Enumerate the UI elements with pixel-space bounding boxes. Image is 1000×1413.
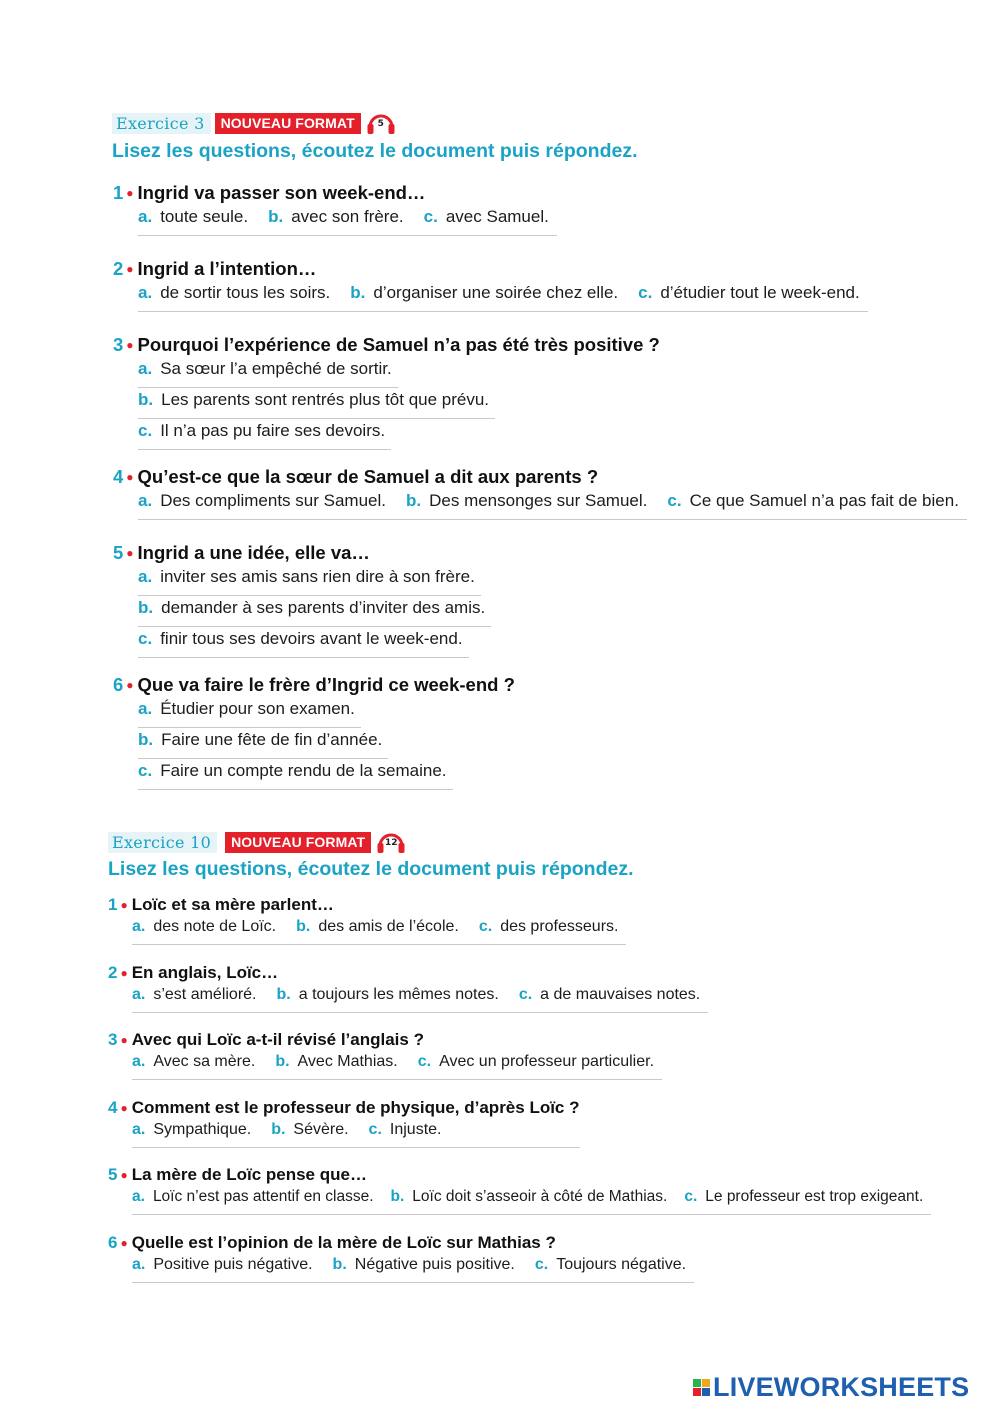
option-letter: c. — [478, 918, 493, 935]
option-b[interactable] — [275, 1053, 397, 1071]
option-c[interactable] — [667, 491, 959, 511]
option-text: Faire une fête de fin d’année. — [161, 730, 383, 749]
question-item — [108, 892, 626, 945]
question-number: 4 — [113, 466, 124, 487]
exercise-label: Exercice 10 — [108, 832, 217, 853]
option-c[interactable] — [138, 761, 453, 790]
option-text: Loïc doit s’asseoir à côté de Mathias. — [412, 1188, 668, 1205]
headphones-audio-icon[interactable] — [376, 829, 406, 855]
option-text: Des compliments sur Samuel. — [160, 491, 386, 510]
option-a[interactable] — [138, 491, 386, 511]
option-letter: c. — [684, 1188, 698, 1205]
question-text: Qu’est-ce que la sœur de Samuel a dit aux parents ? — [137, 466, 599, 487]
option-text: des amis de l’école. — [318, 918, 459, 935]
answer-options — [132, 1053, 662, 1080]
option-letter: b. — [271, 1121, 286, 1138]
bullet-dot-icon: ● — [126, 678, 134, 692]
option-c[interactable] — [424, 207, 549, 227]
option-b[interactable] — [406, 491, 647, 511]
option-a[interactable] — [138, 699, 361, 728]
question-title — [108, 892, 626, 918]
option-text: avec Samuel. — [445, 207, 549, 226]
option-c[interactable] — [519, 986, 700, 1004]
question-number: 3 — [113, 334, 124, 355]
exercise-3-header — [112, 111, 396, 135]
option-letter: a. — [132, 1256, 146, 1273]
option-b[interactable] — [138, 390, 495, 419]
option-text: Sévère. — [293, 1121, 349, 1138]
option-b[interactable] — [350, 283, 618, 303]
option-letter: c. — [423, 207, 438, 226]
option-c[interactable] — [638, 283, 860, 303]
question-title — [113, 671, 515, 699]
question-number: 6 — [108, 1233, 118, 1252]
question-item — [108, 1027, 662, 1080]
bullet-dot-icon: ● — [120, 1033, 128, 1047]
option-letter: c. — [138, 629, 153, 648]
option-text: Injuste. — [389, 1121, 442, 1138]
logo-text: LIVEWORKSHEETS — [713, 1372, 970, 1402]
option-letter: b. — [138, 730, 154, 749]
option-text: Sa sœur l’a empêché de sortir. — [160, 359, 392, 378]
question-number: 5 — [113, 542, 124, 563]
option-letter: c. — [667, 491, 682, 510]
question-text: Ingrid va passer son week-end… — [137, 182, 426, 203]
option-text: Positive puis négative. — [153, 1256, 313, 1273]
option-letter: c. — [368, 1121, 382, 1138]
question-text: Quelle est l’opinion de la mère de Loïc sur Mathias ? — [131, 1233, 556, 1252]
option-b[interactable] — [268, 207, 404, 227]
question-text: Pourquoi l’expérience de Samuel n’a pas été très positive ? — [137, 334, 660, 355]
question-text: Ingrid a l’intention… — [137, 258, 317, 279]
question-number: 5 — [108, 1165, 118, 1184]
option-text: Les parents sont rentrés plus tôt que prévu. — [161, 390, 490, 409]
question-title — [113, 463, 967, 491]
option-letter: c. — [417, 1053, 432, 1070]
question-item — [108, 960, 708, 1013]
format-badge: NOUVEAU FORMAT — [225, 832, 371, 853]
question-number: 1 — [113, 182, 124, 203]
option-c[interactable] — [535, 1256, 686, 1274]
bullet-dot-icon: ● — [126, 186, 134, 200]
question-number: 3 — [108, 1030, 118, 1049]
answer-options — [138, 359, 660, 450]
bullet-dot-icon: ● — [120, 1236, 128, 1250]
option-text: avec son frère. — [291, 207, 404, 226]
option-c[interactable] — [369, 1121, 442, 1139]
question-item — [113, 671, 515, 792]
option-b[interactable] — [391, 1188, 668, 1206]
bullet-dot-icon: ● — [120, 898, 128, 912]
option-a[interactable] — [132, 1121, 251, 1139]
option-a[interactable] — [132, 986, 257, 1004]
answer-options — [132, 986, 708, 1013]
question-text: Avec qui Loïc a-t-il révisé l’anglais ? — [131, 1030, 424, 1049]
answer-options — [132, 1188, 931, 1215]
question-number: 2 — [113, 258, 124, 279]
option-letter: b. — [268, 207, 284, 226]
question-number: 6 — [113, 674, 124, 695]
question-title — [108, 1230, 694, 1256]
bullet-dot-icon: ● — [126, 262, 134, 276]
question-item — [108, 1095, 580, 1148]
option-c[interactable] — [418, 1053, 654, 1071]
answer-options — [132, 1256, 694, 1283]
option-letter: b. — [332, 1256, 347, 1273]
option-text: demander à ses parents d’inviter des amis. — [161, 598, 486, 617]
option-letter: a. — [138, 207, 153, 226]
question-text: Comment est le professeur de physique, d’après Loïc ? — [131, 1098, 580, 1117]
option-text: Étudier pour son examen. — [160, 699, 355, 718]
bullet-dot-icon: ● — [126, 338, 134, 352]
bullet-dot-icon: ● — [120, 966, 128, 980]
option-b[interactable] — [333, 1256, 515, 1274]
answer-options — [132, 918, 626, 945]
answer-options — [138, 491, 967, 520]
answer-options — [132, 1121, 580, 1148]
option-a[interactable] — [132, 1188, 374, 1206]
option-letter: a. — [138, 567, 153, 586]
option-b[interactable] — [277, 986, 499, 1004]
answer-options — [138, 567, 491, 658]
question-item — [113, 255, 868, 312]
option-text: Négative puis positive. — [354, 1256, 515, 1273]
option-text: inviter ses amis sans rien dire à son frère. — [160, 567, 475, 586]
option-text: Le professeur est trop exigeant. — [705, 1188, 924, 1205]
option-c[interactable] — [138, 629, 469, 658]
question-text: Ingrid a une idée, elle va… — [137, 542, 370, 563]
logo-grid-icon — [693, 1379, 710, 1396]
question-title — [108, 1027, 662, 1053]
option-text: a toujours les mêmes notes. — [298, 986, 499, 1003]
option-letter: b. — [350, 283, 366, 302]
option-text: d’organiser une soirée chez elle. — [373, 283, 619, 302]
option-c[interactable] — [138, 421, 391, 450]
option-letter: b. — [275, 1053, 290, 1070]
option-letter: b. — [138, 598, 154, 617]
option-letter: c. — [638, 283, 653, 302]
option-letter: a. — [138, 283, 153, 302]
question-title — [113, 179, 557, 207]
option-text: s’est amélioré. — [153, 986, 257, 1003]
question-title — [108, 1095, 580, 1121]
option-letter: a. — [132, 1188, 145, 1205]
option-text: Avec sa mère. — [153, 1053, 256, 1070]
option-text: de sortir tous les soirs. — [160, 283, 331, 302]
question-title — [113, 331, 660, 359]
answer-options — [138, 283, 868, 312]
option-text: des note de Loïc. — [153, 918, 277, 935]
option-text: Loïc n’est pas attentif en classe. — [152, 1188, 374, 1205]
option-letter: a. — [132, 918, 146, 935]
question-item — [108, 1230, 694, 1283]
option-letter: b. — [390, 1188, 405, 1205]
option-text: Il n’a pas pu faire ses devoirs. — [160, 421, 386, 440]
format-badge: NOUVEAU FORMAT — [215, 113, 361, 134]
headphones-audio-icon[interactable] — [366, 110, 396, 136]
option-b[interactable] — [271, 1121, 348, 1139]
option-letter: c. — [518, 986, 533, 1003]
question-number: 4 — [108, 1098, 118, 1117]
option-b[interactable] — [296, 918, 459, 936]
option-letter: b. — [276, 986, 291, 1003]
question-title — [113, 539, 491, 567]
option-letter: c. — [138, 761, 153, 780]
question-item — [108, 1162, 931, 1215]
exercise-10-header — [108, 830, 406, 854]
option-b[interactable] — [138, 598, 491, 627]
liveworksheets-logo[interactable] — [693, 1372, 969, 1403]
option-a[interactable] — [138, 283, 330, 303]
option-a[interactable] — [132, 1053, 255, 1071]
option-text: Avec un professeur particulier. — [439, 1053, 655, 1070]
option-letter: b. — [138, 390, 154, 409]
option-text: Toujours négative. — [556, 1256, 687, 1273]
question-number: 2 — [108, 963, 118, 982]
bullet-dot-icon: ● — [120, 1168, 128, 1182]
option-letter: a. — [132, 1053, 146, 1070]
option-a[interactable] — [138, 567, 481, 596]
option-letter: a. — [138, 699, 153, 718]
option-a[interactable] — [138, 359, 398, 388]
option-letter: a. — [138, 491, 153, 510]
option-letter: a. — [138, 359, 153, 378]
question-text: Que va faire le frère d’Ingrid ce week-end ? — [137, 674, 515, 695]
option-letter: b. — [296, 918, 311, 935]
option-a[interactable] — [138, 207, 248, 227]
bullet-dot-icon: ● — [126, 470, 134, 484]
question-title — [108, 1162, 931, 1188]
question-item — [113, 539, 491, 660]
track-number: 5 — [377, 119, 384, 129]
answer-options — [138, 207, 557, 236]
question-item — [113, 463, 967, 520]
question-title — [113, 255, 868, 283]
question-text: En anglais, Loïc… — [131, 963, 279, 982]
track-number: 12 — [384, 838, 398, 848]
answer-options — [138, 699, 515, 790]
option-letter: b. — [406, 491, 422, 510]
exercise-10-instruction: Lisez les questions, écoutez le document puis répondez. — [108, 858, 634, 880]
option-a[interactable] — [132, 1256, 313, 1274]
option-text: Ce que Samuel n’a pas fait de bien. — [689, 491, 959, 510]
option-c[interactable] — [684, 1188, 923, 1206]
option-text: Des mensonges sur Samuel. — [429, 491, 648, 510]
option-text: d’étudier tout le week-end. — [660, 283, 860, 302]
question-text: Loïc et sa mère parlent… — [131, 895, 334, 914]
exercise-3-instruction: Lisez les questions, écoutez le document puis répondez. — [112, 140, 638, 162]
question-item — [113, 179, 557, 236]
option-letter: c. — [138, 421, 153, 440]
option-b[interactable] — [138, 730, 388, 759]
question-title — [108, 960, 708, 986]
option-a[interactable] — [132, 918, 276, 936]
bullet-dot-icon: ● — [126, 546, 134, 560]
question-text: La mère de Loïc pense que… — [131, 1165, 367, 1184]
question-item — [113, 331, 660, 452]
option-text: des professeurs. — [500, 918, 619, 935]
option-letter: a. — [132, 986, 146, 1003]
option-text: finir tous ses devoirs avant le week-end. — [160, 629, 463, 648]
bullet-dot-icon: ● — [120, 1101, 128, 1115]
option-text: toute seule. — [160, 207, 249, 226]
option-text: a de mauvaises notes. — [540, 986, 701, 1003]
option-letter: a. — [132, 1121, 146, 1138]
exercise-label: Exercice 3 — [112, 113, 211, 134]
question-number: 1 — [108, 895, 118, 914]
option-text: Sympathique. — [153, 1121, 252, 1138]
option-letter: c. — [534, 1256, 549, 1273]
option-text: Faire un compte rendu de la semaine. — [160, 761, 447, 780]
option-c[interactable] — [479, 918, 619, 936]
option-text: Avec Mathias. — [297, 1053, 398, 1070]
